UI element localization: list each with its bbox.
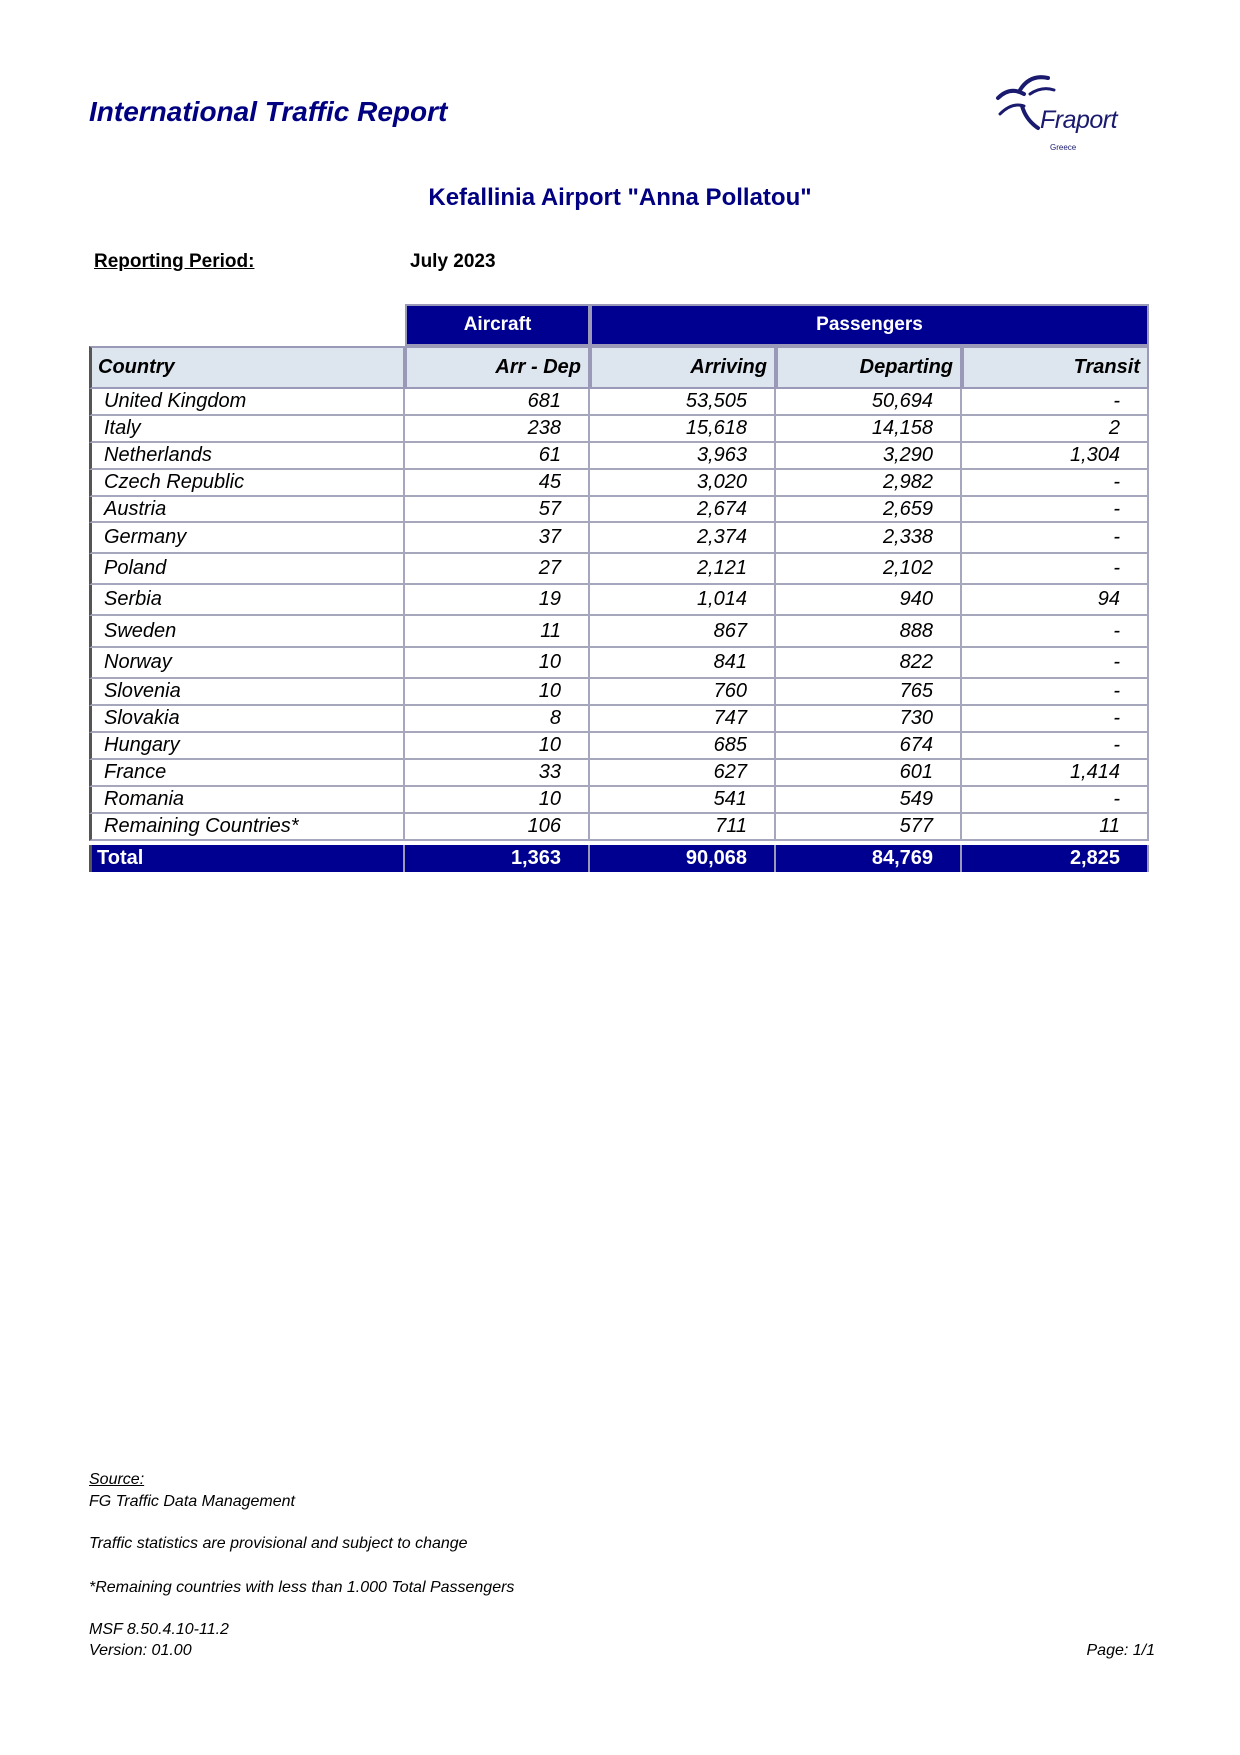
logo-wordmark: Fraport	[1040, 106, 1118, 134]
table-row	[89, 679, 1149, 706]
arriving-cell: 747	[590, 706, 776, 733]
table-row	[89, 443, 1149, 470]
country-cell: Czech Republic	[89, 470, 405, 497]
airport-name: Kefallinia Airport "Anna Pollatou"	[428, 184, 812, 211]
table-row	[89, 616, 1149, 648]
arr-dep-cell: 37	[405, 523, 590, 554]
source-text: FG Traffic Data Management	[89, 1493, 295, 1510]
departing-cell: 2,102	[776, 554, 962, 585]
transit-cell: -	[962, 616, 1149, 648]
arr-dep-cell: 27	[405, 554, 590, 585]
arr-dep-cell: 10	[405, 733, 590, 760]
arriving-cell: 53,505	[590, 389, 776, 416]
transit-cell: -	[962, 706, 1149, 733]
traffic-table-body	[89, 389, 1149, 841]
country-cell: Remaining Countries*	[89, 814, 405, 841]
table-row	[89, 648, 1149, 679]
page-number: Page: 1/1	[1086, 1642, 1155, 1659]
reporting-period-value: July 2023	[410, 251, 496, 272]
departing-cell: 765	[776, 679, 962, 706]
column-header-country: Country	[89, 346, 405, 389]
transit-cell: 1,414	[962, 760, 1149, 787]
transit-cell: -	[962, 523, 1149, 554]
arr-dep-cell: 8	[405, 706, 590, 733]
total-departing: 84,769	[776, 845, 962, 872]
country-cell: Austria	[89, 497, 405, 523]
total-transit: 2,825	[962, 845, 1149, 872]
arriving-cell: 867	[590, 616, 776, 648]
transit-cell: -	[962, 787, 1149, 814]
departing-cell: 822	[776, 648, 962, 679]
country-cell: Serbia	[89, 585, 405, 616]
transit-cell: -	[962, 470, 1149, 497]
transit-cell: -	[962, 389, 1149, 416]
table-row	[89, 554, 1149, 585]
provisional-note: Traffic statistics are provisional and subject to change	[89, 1535, 468, 1552]
arriving-cell: 2,121	[590, 554, 776, 585]
table-row	[89, 523, 1149, 554]
column-header-departing: Departing	[776, 346, 962, 389]
arr-dep-cell: 57	[405, 497, 590, 523]
arr-dep-cell: 19	[405, 585, 590, 616]
transit-cell: -	[962, 648, 1149, 679]
arriving-cell: 2,674	[590, 497, 776, 523]
departing-cell: 601	[776, 760, 962, 787]
departing-cell: 674	[776, 733, 962, 760]
report-title: International Traffic Report	[89, 96, 448, 127]
country-cell: United Kingdom	[89, 389, 405, 416]
table-row	[89, 416, 1149, 443]
arr-dep-cell: 45	[405, 470, 590, 497]
arriving-cell: 841	[590, 648, 776, 679]
total-label: Total	[89, 845, 405, 872]
arriving-cell: 685	[590, 733, 776, 760]
country-cell: Poland	[89, 554, 405, 585]
document-version: Version: 01.00	[89, 1642, 192, 1659]
document-id: MSF 8.50.4.10-11.2	[89, 1621, 229, 1638]
remaining-countries-note: *Remaining countries with less than 1.000 Total Passengers	[89, 1579, 515, 1596]
reporting-period-label: Reporting Period:	[94, 251, 255, 272]
total-arr-dep: 1,363	[405, 845, 590, 872]
departing-cell: 2,338	[776, 523, 962, 554]
arr-dep-cell: 10	[405, 679, 590, 706]
departing-cell: 3,290	[776, 443, 962, 470]
country-cell: Slovakia	[89, 706, 405, 733]
transit-cell: 94	[962, 585, 1149, 616]
transit-cell: 11	[962, 814, 1149, 841]
arr-dep-cell: 106	[405, 814, 590, 841]
table-row	[89, 497, 1149, 523]
total-arriving: 90,068	[590, 845, 776, 872]
fraport-logo	[990, 72, 1150, 160]
table-row	[89, 470, 1149, 497]
country-cell: Norway	[89, 648, 405, 679]
arriving-cell: 3,963	[590, 443, 776, 470]
table-row	[89, 389, 1149, 416]
departing-cell: 14,158	[776, 416, 962, 443]
arr-dep-cell: 681	[405, 389, 590, 416]
column-header-arr-dep: Arr - Dep	[405, 346, 590, 389]
table-row	[89, 585, 1149, 616]
transit-cell: -	[962, 497, 1149, 523]
total-row	[89, 845, 1149, 872]
transit-cell: 1,304	[962, 443, 1149, 470]
arriving-cell: 760	[590, 679, 776, 706]
country-cell: France	[89, 760, 405, 787]
passengers-group-header: Passengers	[590, 304, 1149, 346]
column-header-arriving: Arriving	[590, 346, 776, 389]
source-label: Source:	[89, 1471, 145, 1488]
transit-cell: -	[962, 733, 1149, 760]
transit-cell: -	[962, 554, 1149, 585]
table-row	[89, 733, 1149, 760]
arr-dep-cell: 10	[405, 787, 590, 814]
arriving-cell: 3,020	[590, 470, 776, 497]
transit-cell: 2	[962, 416, 1149, 443]
arriving-cell: 541	[590, 787, 776, 814]
departing-cell: 730	[776, 706, 962, 733]
departing-cell: 940	[776, 585, 962, 616]
table-row	[89, 706, 1149, 733]
arr-dep-cell: 11	[405, 616, 590, 648]
country-cell: Netherlands	[89, 443, 405, 470]
arr-dep-cell: 61	[405, 443, 590, 470]
arr-dep-cell: 238	[405, 416, 590, 443]
arr-dep-cell: 33	[405, 760, 590, 787]
transit-cell: -	[962, 679, 1149, 706]
arriving-cell: 1,014	[590, 585, 776, 616]
aircraft-group-header: Aircraft	[405, 304, 590, 346]
country-cell: Italy	[89, 416, 405, 443]
arr-dep-cell: 10	[405, 648, 590, 679]
departing-cell: 2,982	[776, 470, 962, 497]
country-cell: Hungary	[89, 733, 405, 760]
arriving-cell: 711	[590, 814, 776, 841]
logo-subtext: Greece	[1050, 143, 1077, 152]
departing-cell: 50,694	[776, 389, 962, 416]
country-cell: Germany	[89, 523, 405, 554]
arriving-cell: 15,618	[590, 416, 776, 443]
departing-cell: 549	[776, 787, 962, 814]
table-row	[89, 760, 1149, 787]
departing-cell: 2,659	[776, 497, 962, 523]
country-cell: Slovenia	[89, 679, 405, 706]
country-cell: Romania	[89, 787, 405, 814]
departing-cell: 888	[776, 616, 962, 648]
arriving-cell: 2,374	[590, 523, 776, 554]
column-header-transit: Transit	[962, 346, 1149, 389]
arriving-cell: 627	[590, 760, 776, 787]
table-row	[89, 787, 1149, 814]
table-row	[89, 814, 1149, 841]
country-cell: Sweden	[89, 616, 405, 648]
departing-cell: 577	[776, 814, 962, 841]
